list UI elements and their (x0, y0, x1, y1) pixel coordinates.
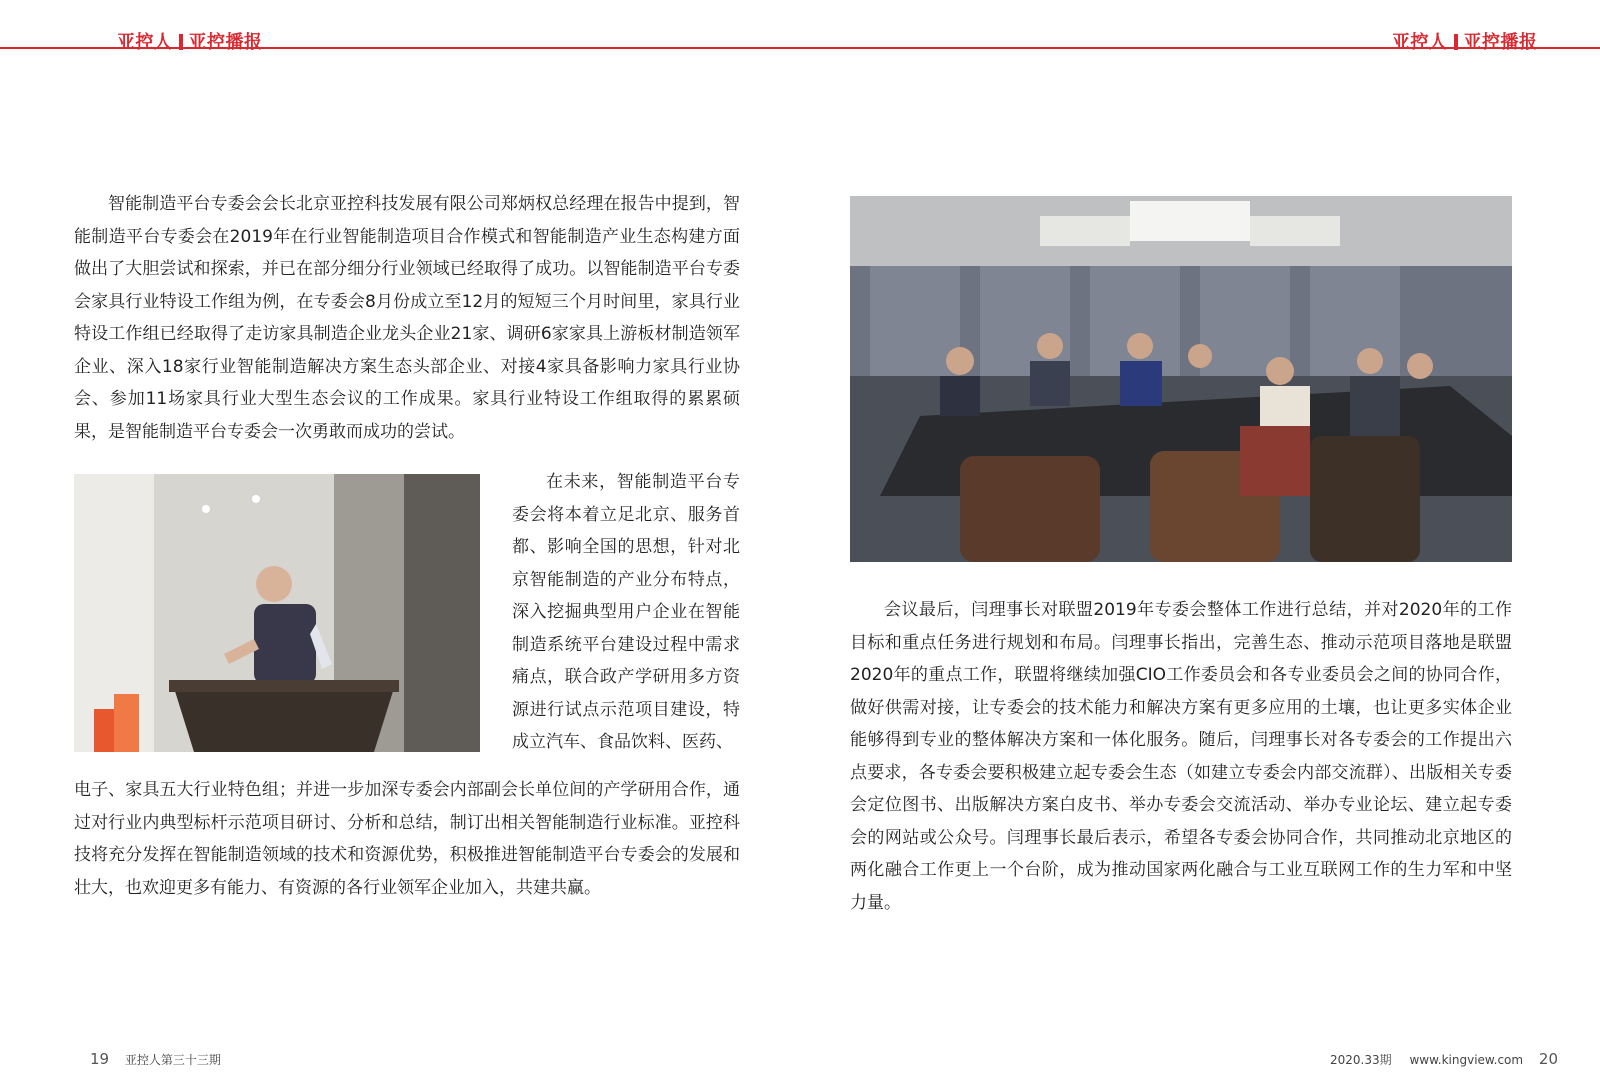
header-left (117, 28, 263, 54)
meeting-photo-illustration (850, 196, 1512, 562)
header-left-part2: 亚控播报 (188, 32, 263, 53)
header-right-part2: 亚控播报 (1463, 32, 1538, 53)
website-url: www.kingview.com (1409, 1053, 1524, 1067)
left-issue-label: 亚控人第三十三期 (124, 1053, 221, 1067)
footer-left (90, 1050, 221, 1068)
meeting-photo (850, 196, 1512, 562)
left-paragraph-2-side: 在未来，智能制造平台专委会将本着立足北京、服务首都、影响全国的思想，针对北京智能制造的产业分布特点，深入挖掘典型用户企业在智能制造系统平台建设过程中需求痛点，联合政产学研用多方资源进行试点示范项目建设，特成立汽车、食品饮料、医药、 (512, 472, 740, 752)
header-left-part1: 亚控人 (117, 32, 173, 53)
left-page-number: 19 (90, 1050, 110, 1068)
header-divider (179, 34, 183, 50)
header-divider (1454, 34, 1458, 50)
right-paragraph: 会议最后，闫理事长对联盟2019年专委会整体工作进行总结，并对2020年的工作目标和重点任务进行规划和布局。闫理事长指出，完善生态、推动示范项目落地是联盟2020年的重点工作，联盟将继续加强CIO工作委员会和各专业委员会之间的协同合作，做好供需对接，让专委会的技术能力和解决方案有更多应用的土壤，也让更多实体企业能够得到专业的整体解决方案和一体化服务。随后，闫理事长对各专委会的工作提出六点要求，各专委会要积极建立起专委会生态（如建立专委会内部交流群）、出版相关专委会定位图书、出版解决方案白皮书、举办专委会交流活动、举办专业论坛、建立起专委会的网站或公众号。闫理事长最后表示，希望各专委会协同合作，共同推动北京地区的两化融合工作更上一个台阶，成为推动国家两化融合与工业互联网工作的生力军和中坚力量。 (850, 600, 1512, 913)
footer-right (1330, 1050, 1558, 1068)
speaker-photo (74, 474, 480, 752)
left-paragraph-1: 智能制造平台专委会会长北京亚控科技发展有限公司郑炳权总经理在报告中提到，智能制造平台专委会在2019年在行业智能制造项目合作模式和智能制造产业生态构建方面做出了大胆尝试和探索，并已在部分细分行业领域已经取得了成功。以智能制造平台专委会家具行业特设工作组为例，在专委会8月份成立至12月的短短三个月时间里，家具行业特设工作组已经取得了走访家具制造企业龙头企业21家、调研6家家具上游板材制造领军企业、深入18家行业智能制造解决方案生态头部企业、对接4家具备影响力家具行业协会、参加11场家具行业大型生态会议的工作成果。家具行业特设工作组取得的累累硕果，是智能制造平台专委会一次勇敢而成功的尝试。 (74, 194, 740, 442)
left-paragraph-2-continued: 电子、家具五大行业特色组；并进一步加深专委会内部副会长单位间的产学研用合作，通过对行业内典型标杆示范项目研讨、分析和总结，制订出相关智能制造行业标准。亚控科技将充分发挥在智能制造领域的技术和资源优势，积极推进智能制造平台专委会的发展和壮大，也欢迎更多有能力、有资源的各行业领军企业加入，共建共赢。 (74, 780, 740, 898)
speaker-photo-illustration (74, 474, 480, 752)
header-right-part1: 亚控人 (1392, 32, 1448, 53)
right-page-number: 20 (1538, 1050, 1559, 1068)
right-issue-label: 2020.33期 (1330, 1053, 1392, 1067)
header-right (1392, 28, 1538, 54)
